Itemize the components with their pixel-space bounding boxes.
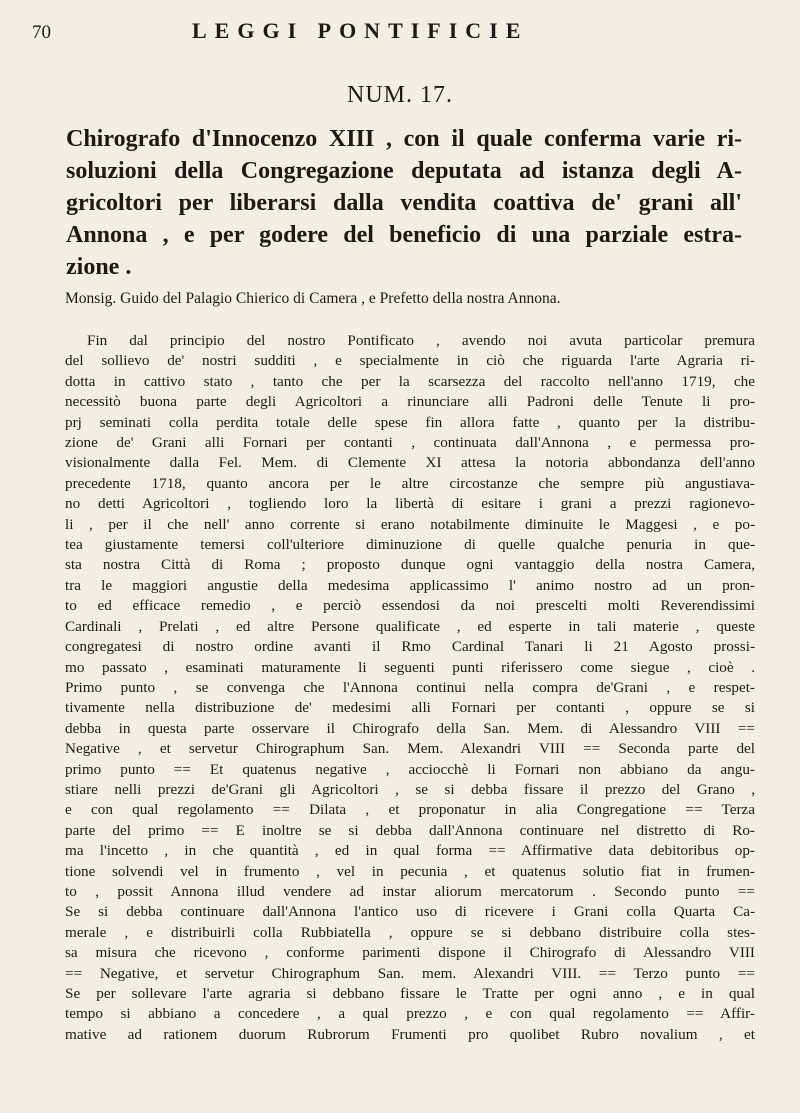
- body-line: Se si debba continuare dall'Annona l'antico uso di ricevere i Grani colla Quarta Ca-: [65, 903, 755, 921]
- body-line: del sollievo de' nostri sudditi , e specialmente in ciò che riguarda l'arte Agraria ri-: [65, 352, 755, 370]
- body-line: congregatesi di nostro ordine avanti il Rmo Cardinal Tanari li 21 Agosto prossi-: [65, 638, 755, 656]
- body-line: li , per il che nell' anno corrente si erano notabilmente diminuite le Maggesi , e po-: [65, 515, 755, 533]
- document-title: [66, 123, 742, 283]
- body-line: dotta in cattivo stato , tanto che per la scarsezza del raccolto nell'anno 1719, che: [65, 372, 755, 390]
- body-line: tivamente nella distribuzione de' medesimi alli Fornari per contanti , oppure se si: [65, 699, 755, 717]
- body-line: parte del primo == E inoltre se si debba dall'Annona continuare nel distretto di Ro-: [65, 821, 755, 839]
- body-line: mo passato , esaminati maturamente li seguenti punti riferissero come siegue , cioè .: [65, 658, 755, 676]
- body-line: precedente 1718, quanto ancora per le altre circostanze che sempre più angustiava-: [65, 474, 755, 492]
- body-line: sta nostra Città di Roma ; proposto dunque ogni vantaggio della nostra Camera,: [65, 556, 755, 574]
- body-line: to , possit Annona illud vendere ad instar aliorum mercatorum . Secondo punto ==: [65, 882, 755, 900]
- body-line: no detti Agricoltori , togliendo loro la libertà di esitare i grani a prezzi ragionevo-: [65, 495, 755, 513]
- body-line: zione de' Grani alli Fornari per contanti , continuata dall'Annona , e permessa pro-: [65, 434, 755, 452]
- running-title: LEGGI PONTIFICIE: [192, 18, 529, 43]
- body-line: e con qual regolamento == Dilata , et proponatur in alia Congregatione == Terza: [65, 801, 755, 819]
- body-line: stiare nelli prezzi de'Grani gli Agricoltori , se si debba fissare il prezzo del Grano ,: [65, 780, 755, 798]
- body-line: to ed efficace remedio , e perciò essendosi da noi prescelti molti Reverendissimi: [65, 597, 755, 615]
- addressee: Monsig. Guido del Palagio Chierico di Camera , e Prefetto della nostra Annona.: [65, 290, 561, 307]
- body-text: [65, 331, 755, 1045]
- body-line: Cardinali , Prelati , ed altre Persone qualificate , ed esperte in tali materie , queste: [65, 617, 755, 635]
- title-line: zione .: [66, 254, 132, 280]
- body-line: prj seminati colla perdita totale delle spese fin allora fatte , quanto per la distribu-: [65, 413, 755, 431]
- body-line: Se per sollevare l'arte agraria si debbano fissare le Tratte per ogni anno , e in qual: [65, 985, 755, 1002]
- running-head: [32, 18, 730, 48]
- body-line: visionalmente dalla Fel. Mem. di Clemente XI attesa la notoria abbondanza dell'anno: [65, 454, 755, 472]
- title-line: soluzioni della Congregazione deputata ad istanza degli A-: [66, 158, 742, 184]
- body-line: tea giustamente temersi coll'ulteriore diminuzione di quelle qualche penuria in que-: [65, 536, 755, 554]
- body-line: Primo punto , se convenga che l'Annona continui nella compra de'Grani , e respet-: [65, 678, 755, 696]
- title-line: gricoltori per liberarsi dalla vendita coattiva de' grani all': [66, 190, 742, 216]
- body-line: tione solvendi vel in frumento , vel in pecunia , et quatenus solutio fiat in frumen-: [65, 862, 755, 880]
- title-line: Chirografo d'Innocenzo XIII , con il quale conferma varie ri-: [66, 126, 742, 152]
- page-number: 70: [32, 22, 51, 43]
- body-line: necessitò buona parte degli Agricoltori a rinunciare alli Padroni delle Tenute li pro-: [65, 393, 755, 411]
- body-line: debba in questa parte osservare il Chirografo della San. Mem. di Alessandro VIII ==: [65, 719, 755, 737]
- title-line: Annona , e per godere del beneficio di una parziale estra-: [66, 222, 742, 248]
- body-line: primo punto == Et quatenus negative , acciocchè li Fornari non abbiano da angu-: [65, 760, 755, 778]
- body-line: tra le maggiori angustie della medesima applicassimo l' animo nostro ad un pron-: [65, 576, 755, 594]
- body-line: tempo si abbiano a concedere , a qual prezzo , e con qual regolamento == Affir-: [65, 1005, 755, 1023]
- document-number: NUM. 17.: [346, 82, 453, 108]
- body-line: merale , e distribuirli colla Rubbiatella , oppure se si debbano distribuire colla stes-: [65, 923, 755, 941]
- body-line: Fin dal principio del nostro Pontificato , avendo noi avuta particolar premura: [87, 332, 755, 349]
- body-line: mative ad rationem duorum Rubrorum Frumenti pro quolibet Rubro novalium , et: [65, 1025, 755, 1043]
- body-line: Negative , et servetur Chirographum San. Mem. Alexandri VIII == Seconda parte del: [65, 740, 755, 758]
- body-line: ma l'incetto , in che quantità , ed in qual forma == Affirmative data debitoribus op-: [65, 842, 755, 860]
- body-line: sa misura che ricevono , conforme parimenti dispone il Chirografo di Alessandro VIII: [65, 944, 755, 962]
- body-line: == Negative, et servetur Chirographum San. mem. Alexandri VIII. == Terzo punto ==: [65, 964, 755, 982]
